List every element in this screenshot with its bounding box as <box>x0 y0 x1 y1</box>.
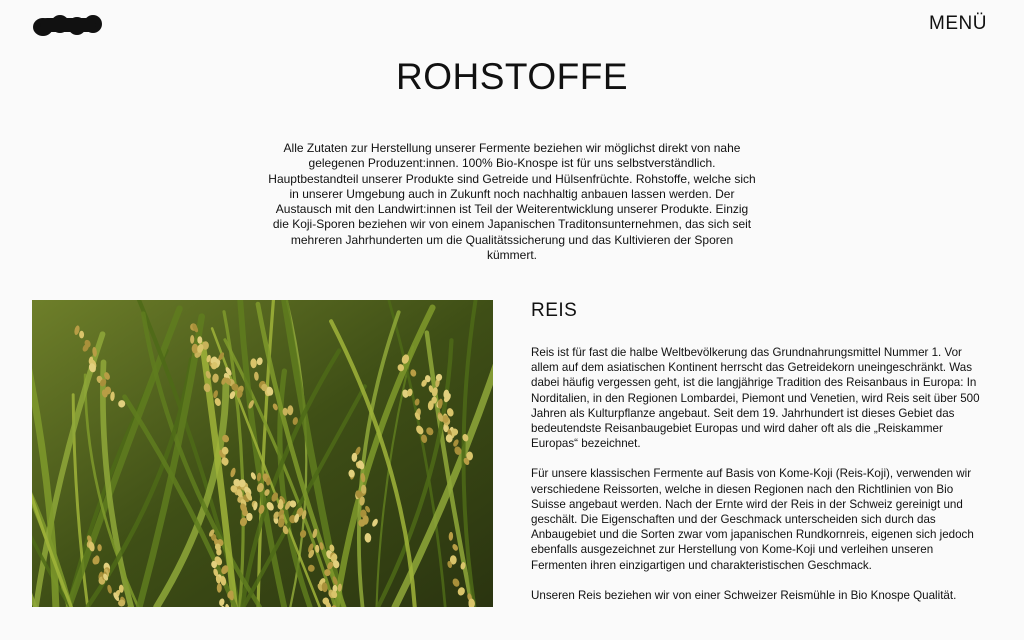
section-heading: REIS <box>531 300 578 321</box>
page-title: ROHSTOFFE <box>396 56 628 97</box>
section-paragraph-1: Reis ist für fast die halbe Weltbevölkerung das Grundnahrungsmittel Nummer 1. Vor allem auf dem asiatischen Kontinent herrscht das Getreidekorn uneingeschränkt. Was dabei häufig vergessen geht, ist die langjährige Tradition des Reisanbaus in Europa: In Norditalien, in den Regionen Lombardei, Piemont und Venetien, wird Reis seit über 500 Jahren als Kulturpflanze angebaut. Seit dem 19. Jahrhundert ist dieses Gebiet das bedeutendste Reisanbaugebiet Europas und wird daher oft als die „Reiskammer Europas“ bezeichnet. <box>531 346 980 451</box>
brand-logo[interactable] <box>32 12 104 38</box>
section-paragraph-2: Für unsere klassischen Fermente auf Basis von Kome-Koji (Reis-Koji), verwenden wir verschiedene Reissorten, welche in diesen Regionen nach den Richtlinien von Bio Suisse angebaut werden. Nach der Ernte wird der Reis in der Schweiz gereinigt und geschält. Die Eigenschaften und der Geschmack unterscheiden sich durch das Anbaugebiet und die Sorten zwar vom japanischen Rundkornreis, eigenen sich jedoch ebenfalls ausgezeichnet zur Herstellung von Kome-Koji und verleihen unseren Fermenten ihren einzigartigen und charakteristischen Geschmack. <box>531 467 974 572</box>
section-paragraph-3: Unseren Reis beziehen wir von einer Schweizer Reismühle in Bio Knospe Qualität. <box>531 588 957 602</box>
rice-field-photo <box>32 300 493 607</box>
menu-button[interactable]: MENÜ <box>929 13 987 34</box>
logo-icon <box>32 12 104 38</box>
rice-section <box>531 300 991 618</box>
intro-text: Alle Zutaten zur Herstellung unserer Fermente beziehen wir möglichst direkt von nahe gelegenen Produzent:innen. 100% Bio-Knospe ist für uns selbstverständlich. Hauptbestandteil unserer Produkte sind Getreide und Hülsenfrüchte. Rohstoffe, welche sich in unserer Umgebung auch in Zukunft noch nachhaltig anbauen lassen werden. Der Austausch mit den Landwirt:innen ist Teil der Weiterentwicklung unserer Produkte. Einzig die Koji-Sporen beziehen wir von einem Japanischen Traditonsunternehmen, das sich seit mehreren Jahrhunderten um die Qualitätssicherung und das Kultivieren der Sporen kümmert. <box>268 141 756 263</box>
rice-field-image <box>32 300 493 607</box>
